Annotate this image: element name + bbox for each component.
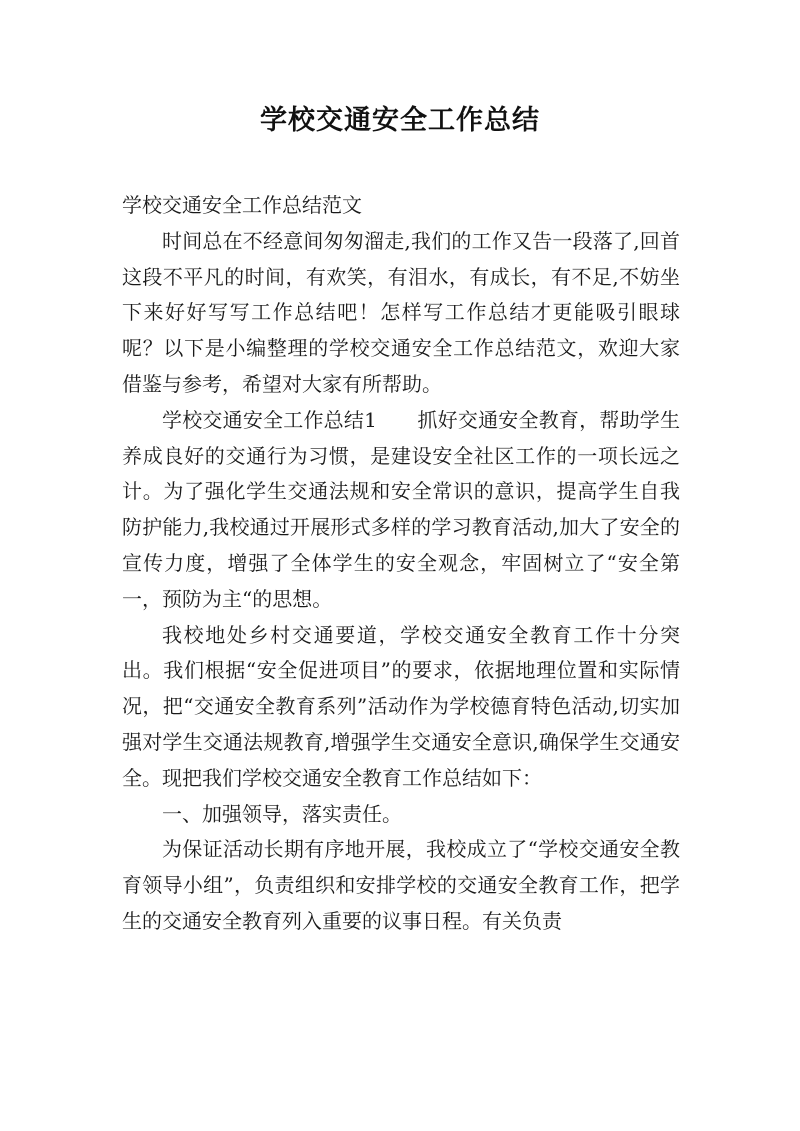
- section-heading: 一、加强领导，落实责任。: [162, 801, 402, 826]
- document-title: 学校交通安全工作总结: [260, 105, 540, 136]
- paragraph: 学校交通安全工作总结1 抓好交通安全教育，帮助学生养成良好的交通行为习惯，是建设安全社区工作的一项长远之计。为了强化学生交通法规和安全常识的意识，提高学生自我防护能力,我校通过开展形式多样的学习教育活动,加大了安全的宣传力度，增强了全体学生的安全观念，牢固树立了“安全第一，预防为主“的思想。: [122, 407, 680, 611]
- paragraph: 为保证活动长期有序地开展，我校成立了“学校交通安全教育领导小组”，负责组织和安排学校的交通安全教育工作，把学生的交通安全教育列入重要的议事日程。有关负责: [122, 837, 680, 933]
- document-body: [122, 188, 680, 940]
- paragraph: 我校地处乡村交通要道，学校交通安全教育工作十分突出。我们根据“安全促进项目”的要求，依据地理位置和实际情况，把“交通安全教育系列”活动作为学校德育特色活动,切实加强对学生交通法规教育,增强学生交通安全意识,确保学生交通安全。现把我们学校交通安全教育工作总结如下：: [122, 622, 680, 790]
- paragraph-subtitle: 学校交通安全工作总结范文: [122, 193, 362, 217]
- paragraph: 时间总在不经意间匆匆溜走,我们的工作又告一段落了,回首这段不平凡的时间，有欢笑，有泪水，有成长，有不足,不妨坐下来好好写写工作总结吧！怎样写工作总结才更能吸引眼球呢？以下是小编整理的学校交通安全工作总结范文，欢迎大家借鉴与参考，希望对大家有所帮助。: [122, 228, 680, 396]
